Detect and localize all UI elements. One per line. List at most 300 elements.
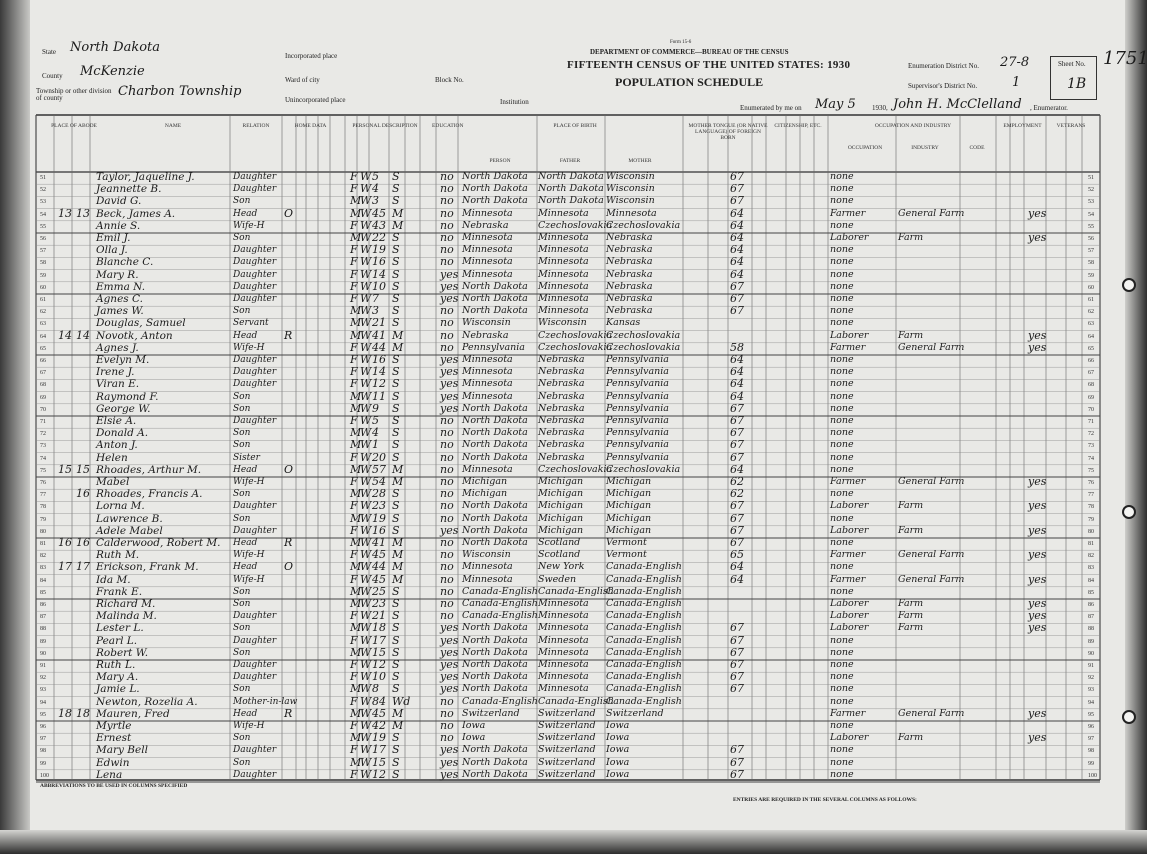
- row-n: 86: [40, 602, 46, 608]
- row-race: W: [360, 206, 372, 220]
- row-sex: M: [350, 682, 362, 696]
- row-sex: F: [350, 450, 358, 464]
- row-code: 62: [730, 475, 744, 488]
- row-occ: none: [830, 561, 854, 573]
- row-age: 54: [372, 475, 386, 488]
- row-race: W: [360, 548, 372, 562]
- row-occ: none: [830, 439, 854, 451]
- row-ms: S: [392, 658, 400, 671]
- row-mbirth: Canada-English: [606, 634, 682, 646]
- row-fbirth: Wisconsin: [538, 317, 587, 329]
- row-name: Richard M.: [96, 598, 156, 610]
- row-race: W: [360, 621, 372, 635]
- row-birth: Switzerland: [462, 707, 520, 719]
- row-age: 42: [372, 719, 386, 732]
- row-ms: S: [392, 182, 400, 196]
- row-fbirth: Minnesota: [538, 598, 589, 609]
- row-mbirth: Czechoslovakia: [606, 463, 681, 475]
- row-n: 77: [40, 492, 46, 499]
- row-birth: Minnesota: [462, 378, 513, 390]
- row-sex: M: [350, 206, 362, 220]
- row-number-right: 63: [1088, 321, 1094, 328]
- row-fbirth: Switzerland: [538, 732, 596, 744]
- row-emp: yes: [1028, 340, 1047, 354]
- row-name: Viran E.: [96, 378, 140, 391]
- row-race: W: [360, 218, 372, 232]
- row-birth: North Dakota: [462, 646, 528, 658]
- row-race: W: [360, 365, 372, 379]
- row-ms: S: [392, 731, 400, 745]
- row-ms: M: [392, 218, 404, 232]
- row-code: 64: [730, 267, 744, 281]
- row-ms: S: [392, 377, 400, 391]
- row-ms: M: [392, 560, 404, 574]
- row-birth: North Dakota: [462, 500, 528, 512]
- row-age: 21: [372, 609, 386, 623]
- row-h1: R: [284, 328, 293, 342]
- row-birth: Minnesota: [462, 244, 513, 256]
- row-race: W: [360, 706, 372, 720]
- row-ms: S: [392, 414, 400, 427]
- row-sch: yes: [440, 267, 459, 281]
- row-sch: no: [440, 206, 454, 220]
- row-n: 81: [40, 541, 46, 547]
- row-fbirth: Minnesota: [538, 305, 589, 317]
- row-sch: yes: [440, 645, 459, 659]
- row-age: 23: [372, 597, 386, 610]
- row-ms: S: [392, 523, 400, 537]
- row-name: Helen: [96, 451, 128, 464]
- row-birth: Minnesota: [462, 207, 513, 219]
- row-number-right: 74: [1088, 455, 1094, 462]
- row-sex: M: [350, 304, 362, 318]
- row-ms: S: [392, 279, 400, 293]
- row-fbirth: Minnesota: [538, 659, 589, 670]
- row-name: George W.: [96, 402, 151, 415]
- row-name: Newton, Rozelia A.: [96, 695, 198, 708]
- row-mbirth: Pennsylvania: [606, 439, 669, 451]
- row-birth: Canada-English: [462, 585, 538, 597]
- row-birth: Minnesota: [462, 561, 513, 573]
- row-mbirth: Iowa: [606, 732, 630, 744]
- row-sch: yes: [440, 389, 459, 403]
- row-race: W: [360, 304, 372, 318]
- row-fbirth: Michigan: [538, 500, 584, 512]
- row-sex: M: [350, 706, 362, 720]
- row-occ: Laborer: [830, 500, 869, 512]
- row-occ: Laborer: [830, 598, 869, 609]
- row-sch: yes: [440, 279, 459, 293]
- row-n: 63: [40, 321, 46, 328]
- row-number-right: 78: [1088, 504, 1094, 511]
- row-h1: R: [284, 536, 293, 549]
- row-race: W: [360, 414, 372, 427]
- row-number-right: 69: [1088, 394, 1094, 401]
- row-occ: none: [830, 451, 854, 463]
- row-rel: Head: [233, 330, 258, 341]
- row-rel: Daughter: [233, 672, 277, 683]
- row-birth: Wisconsin: [462, 317, 511, 329]
- row-fbirth: Czechoslovakia: [538, 219, 613, 231]
- row-number-right: 93: [1088, 687, 1094, 694]
- row-race: W: [360, 572, 372, 586]
- row-fbirth: North Dakota: [538, 195, 604, 207]
- row-mbirth: Canada-English: [606, 659, 682, 670]
- row-ms: M: [392, 328, 404, 342]
- row-n: 75: [40, 467, 46, 474]
- row-mbirth: Nebraska: [606, 232, 653, 243]
- row-n: 71: [40, 419, 46, 425]
- row-code: 67: [730, 414, 744, 427]
- row-age: 10: [372, 279, 386, 293]
- row-number-right: 51: [1088, 175, 1094, 181]
- row-birth: Iowa: [462, 720, 486, 731]
- row-name: Agnes J.: [96, 341, 139, 354]
- row-number-right: 90: [1088, 650, 1094, 657]
- row-rel: Servant: [233, 318, 269, 329]
- row-race: W: [360, 279, 372, 293]
- row-name: Elsie A.: [96, 415, 137, 427]
- row-number-right: 73: [1088, 443, 1094, 450]
- row-race: W: [360, 743, 372, 757]
- row-occ: none: [830, 305, 854, 317]
- row-rel: Son: [233, 599, 251, 609]
- row-sch: no: [440, 719, 454, 732]
- row-mbirth: Nebraska: [606, 305, 653, 317]
- row-mbirth: Pennsylvania: [606, 402, 669, 414]
- row-number-right: 60: [1088, 284, 1094, 291]
- row-age: 3: [372, 304, 379, 318]
- row-name: Robert W.: [96, 646, 149, 659]
- row-birth: Michigan: [462, 488, 508, 500]
- row-code: 67: [730, 438, 744, 452]
- enum-district-label: Enumeration District No.: [908, 62, 979, 70]
- row-mbirth: Michigan: [606, 524, 652, 536]
- row-h1: O: [284, 462, 294, 476]
- enumerated-year: 1930,: [872, 104, 888, 112]
- row-fbirth: Nebraska: [538, 378, 585, 390]
- row-birth: Canada-English: [462, 598, 538, 609]
- row-fam: 17: [76, 560, 90, 574]
- row-sch: no: [440, 572, 454, 586]
- row-rel: Daughter: [233, 635, 277, 646]
- row-sch: no: [440, 450, 454, 464]
- row-code: 67: [730, 304, 744, 318]
- row-occ: none: [830, 378, 854, 390]
- row-fbirth: Minnesota: [538, 244, 589, 256]
- row-occ: Laborer: [830, 622, 869, 634]
- row-age: 10: [372, 670, 386, 684]
- row-code: 64: [730, 243, 744, 257]
- row-sex: F: [350, 279, 358, 293]
- row-code: 67: [730, 279, 744, 293]
- enumerated-date: May 5: [815, 97, 856, 112]
- row-ms: S: [392, 194, 400, 208]
- row-name: Frank E.: [96, 585, 143, 598]
- row-n: 64: [40, 333, 46, 340]
- row-sex: F: [350, 548, 358, 562]
- row-rel: Daughter: [233, 355, 277, 365]
- row-code: 67: [730, 743, 744, 757]
- row-race: W: [360, 475, 372, 488]
- footer-entries: ENTRIES ARE REQUIRED IN THE SEVERAL COLUMNS AS FOLLOWS:: [733, 797, 917, 803]
- row-birth: Minnesota: [462, 573, 513, 585]
- row-birth: Minnesota: [462, 354, 513, 365]
- row-n: 62: [40, 309, 46, 316]
- row-ms: S: [392, 597, 400, 610]
- row-sex: M: [350, 645, 362, 659]
- row-sex: M: [350, 597, 362, 610]
- row-mbirth: Iowa: [606, 744, 630, 756]
- row-birth: North Dakota: [462, 634, 528, 646]
- row-rel: Head: [233, 464, 258, 475]
- state-value: North Dakota: [70, 40, 160, 55]
- row-occ: Laborer: [830, 732, 869, 744]
- row-fbirth: Minnesota: [538, 293, 589, 304]
- row-code: 64: [730, 206, 744, 220]
- row-name: Malinda M.: [96, 610, 157, 623]
- row-sex: F: [350, 767, 358, 781]
- row-sex: F: [350, 365, 358, 379]
- row-number-right: 85: [1088, 589, 1094, 596]
- row-sch: no: [440, 548, 454, 562]
- row-sch: no: [440, 243, 454, 257]
- row-race: W: [360, 584, 372, 598]
- row-name: Mary R.: [96, 268, 139, 281]
- form-number: Form 15-6: [670, 40, 692, 45]
- row-name: Ruth L.: [96, 659, 136, 671]
- row-ind: Farm: [898, 329, 924, 341]
- row-occ: none: [830, 195, 854, 207]
- row-sex: F: [350, 633, 358, 647]
- row-fbirth: Canada-English: [538, 695, 614, 707]
- row-birth: North Dakota: [462, 756, 528, 768]
- row-sch: yes: [440, 658, 459, 671]
- row-age: 15: [372, 645, 386, 659]
- row-ms: M: [392, 340, 404, 354]
- row-occ: none: [830, 720, 854, 731]
- ward-label: Ward of city: [285, 76, 320, 84]
- row-occ: none: [830, 488, 854, 500]
- row-rel: Wife-H: [233, 721, 265, 731]
- row-emp: yes: [1028, 523, 1047, 537]
- row-sex: M: [350, 755, 362, 769]
- row-occ: Farmer: [830, 341, 866, 353]
- row-ms: S: [392, 511, 400, 525]
- row-number-right: 66: [1088, 358, 1094, 364]
- row-fbirth: Minnesota: [538, 634, 589, 646]
- row-rel: Son: [233, 403, 251, 414]
- row-sch: yes: [440, 353, 459, 366]
- row-age: 23: [372, 499, 386, 513]
- row-ms: M: [392, 206, 404, 220]
- row-emp: yes: [1028, 328, 1047, 342]
- row-occ: none: [830, 256, 854, 268]
- row-ms: S: [392, 304, 400, 318]
- row-sch: no: [440, 499, 454, 513]
- row-h1: O: [284, 206, 294, 220]
- row-mbirth: Minnesota: [606, 207, 657, 219]
- row-ms: S: [392, 450, 400, 464]
- row-race: W: [360, 316, 372, 330]
- row-rel: Daughter: [233, 501, 277, 512]
- row-name: Evelyn M.: [96, 354, 150, 366]
- row-n: 56: [40, 236, 46, 242]
- row-number-right: 96: [1088, 724, 1094, 730]
- row-fam: 18: [76, 706, 90, 720]
- row-age: 11: [372, 389, 386, 403]
- row-birth: North Dakota: [462, 768, 528, 780]
- row-birth: North Dakota: [462, 280, 528, 292]
- row-mbirth: Nebraska: [606, 268, 653, 280]
- binder-hole-icon: [1122, 505, 1136, 519]
- row-sex: F: [350, 243, 358, 257]
- row-ms: S: [392, 255, 400, 269]
- row-birth: Michigan: [462, 476, 508, 487]
- row-n: 78: [40, 504, 46, 511]
- col-education: EDUCATION: [432, 123, 464, 129]
- row-rel: Son: [233, 233, 251, 243]
- enum-district-value: 27-8: [1000, 55, 1030, 70]
- row-code: 65: [730, 548, 744, 562]
- row-race: W: [360, 243, 372, 257]
- row-n: 61: [40, 297, 46, 303]
- row-race: W: [360, 389, 372, 403]
- row-race: W: [360, 645, 372, 659]
- row-code: 64: [730, 389, 744, 403]
- row-sch: no: [440, 218, 454, 232]
- row-rel: Son: [233, 428, 251, 439]
- row-rel: Daughter: [233, 245, 277, 256]
- row-race: W: [360, 182, 372, 196]
- row-race: W: [360, 767, 372, 781]
- row-birth: Nebraska: [462, 329, 509, 341]
- row-birth: Canada-English: [462, 610, 538, 622]
- row-emp: yes: [1028, 475, 1047, 488]
- row-rel: Daughter: [233, 172, 277, 182]
- row-mbirth: Czechoslovakia: [606, 341, 681, 353]
- row-fbirth: Michigan: [538, 524, 584, 536]
- row-sex: F: [350, 670, 358, 684]
- row-code: 67: [730, 645, 744, 659]
- row-age: 45: [372, 572, 386, 586]
- row-sex: F: [350, 414, 358, 427]
- row-occ: Laborer: [830, 524, 869, 536]
- row-occ: none: [830, 756, 854, 768]
- row-name: Emil J.: [96, 232, 131, 244]
- row-mbirth: Czechoslovakia: [606, 219, 681, 231]
- row-number-right: 89: [1088, 638, 1094, 645]
- row-name: Mauren, Fred: [96, 707, 170, 720]
- row-rel: Daughter: [233, 257, 277, 268]
- row-mbirth: Canada-English: [606, 598, 682, 609]
- row-code: 67: [730, 170, 744, 183]
- row-age: 12: [372, 377, 386, 391]
- row-fbirth: Minnesota: [538, 683, 589, 695]
- row-name: Ernest: [96, 732, 132, 745]
- row-age: 12: [372, 658, 386, 671]
- row-birth: North Dakota: [462, 171, 528, 182]
- row-mbirth: Canada-English: [606, 585, 682, 597]
- row-ms: S: [392, 633, 400, 647]
- row-fbirth: Czechoslovakia: [538, 341, 613, 353]
- row-fbirth: Scotland: [538, 549, 581, 561]
- row-sex: F: [350, 609, 358, 623]
- row-sex: M: [350, 487, 362, 501]
- row-sch: no: [440, 462, 454, 476]
- row-sch: no: [440, 255, 454, 269]
- row-rel: Son: [233, 440, 251, 451]
- row-rel: Daughter: [233, 294, 277, 304]
- col-place-of-abode: PLACE OF ABODE: [51, 123, 97, 129]
- row-rel: Son: [233, 684, 251, 695]
- row-sex: F: [350, 353, 358, 366]
- row-ind: General Farm: [898, 707, 965, 719]
- row-age: 57: [372, 462, 386, 476]
- row-dwell: 17: [58, 560, 72, 574]
- row-n: 80: [40, 528, 46, 535]
- row-rel: Son: [233, 513, 251, 524]
- row-rel: Daughter: [233, 745, 277, 756]
- row-birth: North Dakota: [462, 451, 528, 463]
- row-ms: S: [392, 487, 400, 501]
- row-ms: S: [392, 426, 400, 440]
- row-occ: none: [830, 293, 854, 304]
- row-code: 67: [730, 682, 744, 696]
- row-sch: no: [440, 340, 454, 354]
- row-n: 99: [40, 760, 46, 767]
- row-age: 84: [372, 694, 386, 708]
- row-name: Rhoades, Arthur M.: [96, 463, 202, 476]
- row-age: 41: [372, 328, 386, 342]
- row-ms: M: [392, 706, 404, 720]
- row-rel: Son: [233, 391, 251, 402]
- row-number-right: 99: [1088, 760, 1094, 767]
- row-code: 67: [730, 450, 744, 464]
- township-value: Charbon Township: [118, 84, 242, 99]
- supervisor-value: 1: [1012, 75, 1021, 90]
- row-code: 67: [730, 182, 744, 196]
- row-emp: yes: [1028, 706, 1047, 720]
- row-sch: no: [440, 511, 454, 525]
- row-n: 58: [40, 260, 46, 267]
- row-name: Olla J.: [96, 244, 128, 257]
- row-sex: M: [350, 401, 362, 415]
- row-occ: none: [830, 280, 854, 292]
- row-fam: 15: [76, 462, 90, 476]
- row-birth: North Dakota: [462, 183, 528, 195]
- row-dwell: 15: [58, 462, 72, 476]
- row-number-right: 88: [1088, 626, 1094, 633]
- row-n: 60: [40, 284, 46, 291]
- row-emp: yes: [1028, 572, 1047, 586]
- row-sex: M: [350, 231, 362, 244]
- row-fbirth: Minnesota: [538, 268, 589, 280]
- row-fbirth: Switzerland: [538, 720, 596, 731]
- row-rel: Daughter: [233, 416, 277, 426]
- census-title: FIFTEENTH CENSUS OF THE UNITED STATES: 1930: [567, 59, 851, 71]
- row-rel: Daughter: [233, 269, 277, 280]
- row-sch: no: [440, 560, 454, 574]
- row-mbirth: Michigan: [606, 500, 652, 512]
- institution-label: Institution: [500, 98, 529, 106]
- row-fbirth: North Dakota: [538, 171, 604, 182]
- row-race: W: [360, 255, 372, 269]
- row-n: 52: [40, 187, 46, 194]
- row-rel: Sister: [233, 452, 260, 463]
- row-sch: no: [440, 426, 454, 440]
- row-n: 59: [40, 272, 46, 279]
